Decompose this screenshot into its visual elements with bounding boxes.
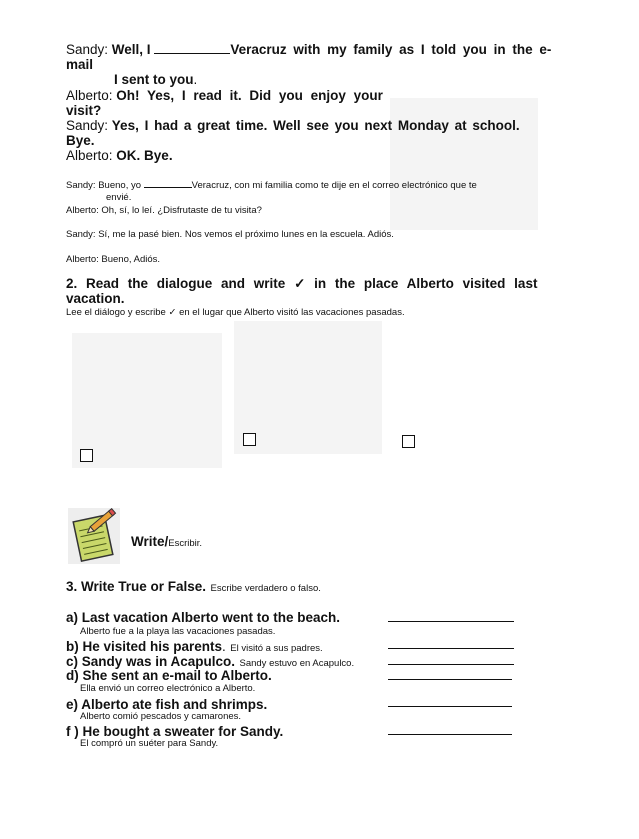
speaker-label: Sandy: — [66, 42, 109, 57]
dialogue-es-line-3: Sandy: Sí, me la pasé bien. Nos vemos el próximo lunes en la escuela. Adiós. — [66, 229, 394, 240]
dialogue-wrap: visit? — [66, 103, 102, 118]
notepad-pencil-icon — [68, 508, 120, 564]
dialogue-es-line-4: Alberto: Bueno, Adiós. — [66, 254, 161, 265]
fill-blank[interactable] — [154, 42, 230, 54]
dialogue-es-line-1: Sandy: Bueno, yo Veracruz, con mi familia como te dije en el correo electrónico que te — [66, 180, 477, 191]
answer-line-b[interactable] — [388, 648, 514, 649]
place-picture-1 — [72, 333, 222, 468]
place-picture-2 — [234, 321, 382, 454]
tf-item-c: c) Sandy was in Acapulco. Sandy estuvo en Acapulco. — [66, 654, 355, 669]
answer-line-d[interactable] — [388, 679, 512, 680]
dialogue-line-alberto-1: Alberto: Oh! Yes, I read it. Did you enjoy your — [66, 88, 383, 103]
section2-title: 2. Read the dialogue and write ✓ in the place Alberto visited last — [66, 276, 538, 291]
answer-line-f[interactable] — [388, 734, 512, 735]
checkmark-icon: ✓ — [294, 276, 306, 291]
answer-line-e[interactable] — [388, 706, 512, 707]
section2-subtitle: Lee el diálogo y escribe ✓ en el lugar que Alberto visitó las vacaciones pasadas. — [66, 307, 405, 318]
tf-item-e-es: Alberto comió pescados y camarones. — [80, 711, 242, 722]
dialogue-line-alberto-2: Alberto: OK. Bye. — [66, 148, 173, 163]
tf-item-e: e) Alberto ate fish and shrimps. — [66, 697, 268, 712]
tf-item-a-es: Alberto fue a la playa las vacaciones pasadas. — [80, 626, 276, 637]
tf-item-d: d) She sent an e-mail to Alberto. — [66, 668, 272, 683]
checkbox-place-2[interactable] — [243, 433, 256, 446]
dialogue-es-line-2: Alberto: Oh, sí, lo leí. ¿Disfrutaste de tu visita? — [66, 205, 262, 216]
checkbox-place-1[interactable] — [80, 449, 93, 462]
dialogue-cont: I sent to you. — [114, 72, 198, 87]
write-label: Write/Escribir. — [131, 534, 203, 549]
dialogue-line-sandy-2: Sandy: Yes, I had a great time. Well see you next Monday at school. — [66, 118, 520, 133]
dialogue-es-wrap: envié. — [106, 192, 132, 203]
dialogue-wrap: mail — [66, 57, 94, 72]
tf-item-d-es: Ella envió un correo electrónico a Alberto. — [80, 683, 256, 694]
checkmark-icon: ✓ — [168, 307, 177, 318]
tf-item-a: a) Last vacation Alberto went to the beach. — [66, 610, 341, 625]
section2-title-wrap: vacation. — [66, 291, 125, 306]
tf-item-f: f ) He bought a sweater for Sandy. — [66, 724, 284, 739]
checkbox-place-3[interactable] — [402, 435, 415, 448]
dialogue-line-sandy-1: Sandy: Well, I Veracruz with my family as I told you in the e- — [66, 42, 552, 57]
tf-item-f-es: El compró un suéter para Sandy. — [80, 738, 219, 749]
answer-line-a[interactable] — [388, 621, 514, 622]
tf-item-b: b) He visited his parents. El visitó a sus padres. — [66, 639, 323, 654]
section3-title: 3. Write True or False. Escribe verdadero o falso. — [66, 579, 321, 594]
answer-line-c[interactable] — [388, 664, 514, 665]
dialogue-wrap: Bye. — [66, 133, 95, 148]
fill-blank[interactable] — [144, 178, 192, 188]
